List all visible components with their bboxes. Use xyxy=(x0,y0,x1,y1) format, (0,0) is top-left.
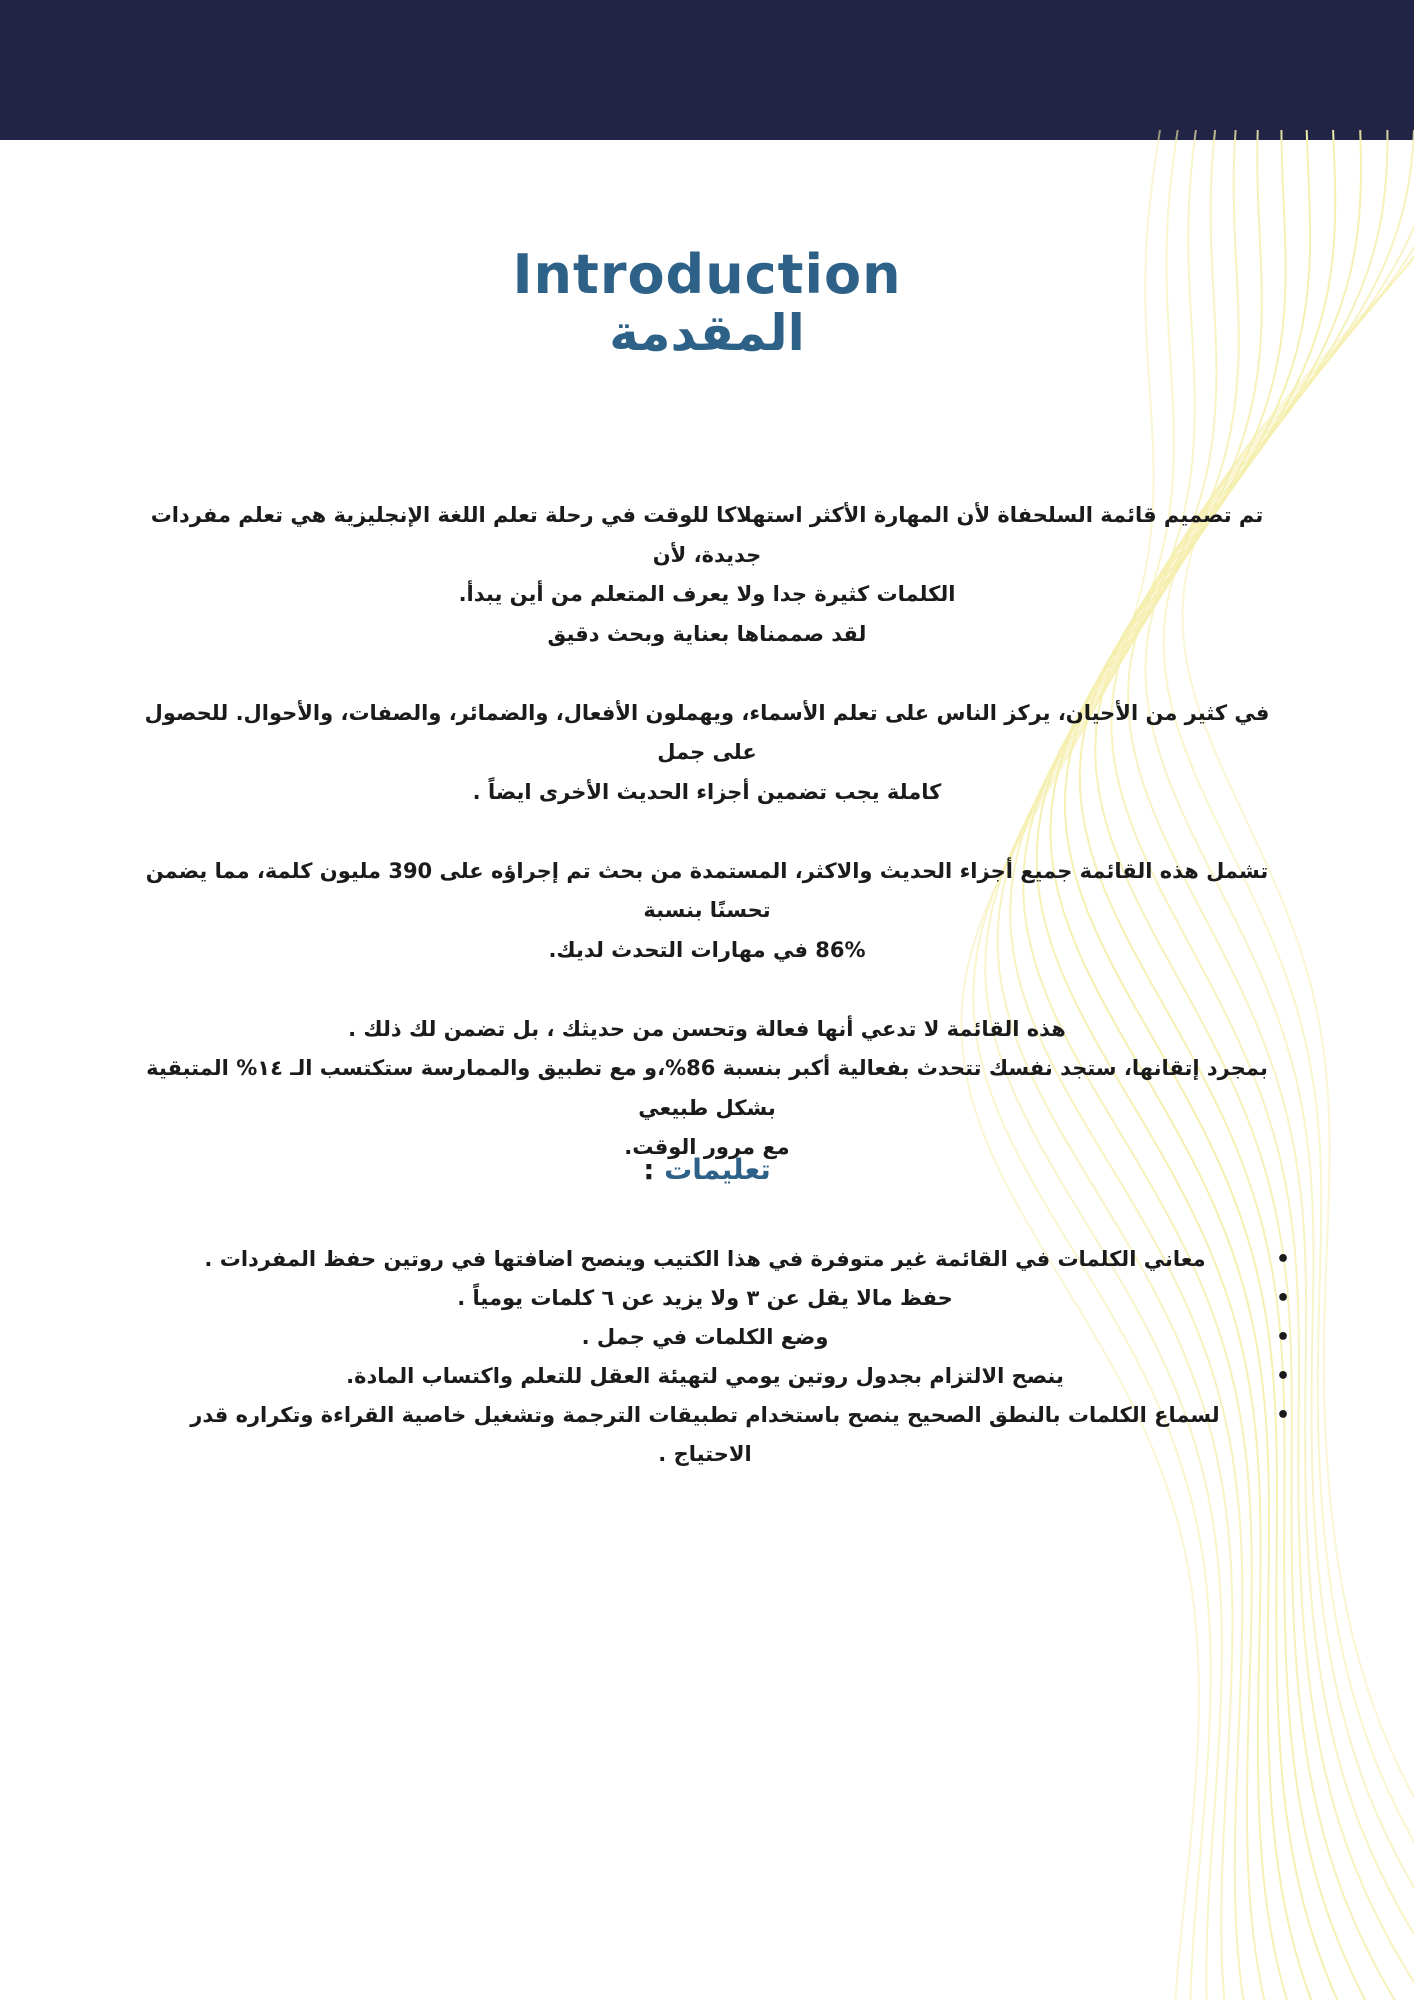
intro-paragraph xyxy=(120,694,1294,813)
header-bar xyxy=(0,0,1414,140)
intro-line: بمجرد إتقانها، ستجد نفسك تتحدث بفعالية أكبر بنسبة 86%،و مع تطبيق والممارسة ستكتسب الـ ١٤% المتبقية بشكل طبيعي xyxy=(146,1056,1268,1120)
intro-line: كاملة يجب تضمين أجزاء الحديث الأخرى ايضاً . xyxy=(472,779,942,804)
intro-line: تم تصميم قائمة السلحفاة لأن المهارة الأكثر استهلاكا للوقت في رحلة تعلم اللغة الإنجليزية هي تعلم مفردات جديدة، لأن xyxy=(150,503,1264,567)
page-title xyxy=(0,243,1414,362)
instruction-item: • معاني الكلمات في القائمة غير متوفرة في هذا الكتيب وينصح اضافتها في روتين حفظ المفردات . xyxy=(180,1240,1290,1279)
instruction-item: • وضع الكلمات في جمل . xyxy=(180,1318,1290,1357)
instruction-item: • لسماع الكلمات بالنطق الصحيح ينصح باستخدام تطبيقات الترجمة وتشغيل خاصية القراءة وتكراره قدر الاحتياج . xyxy=(180,1396,1290,1474)
intro-line: الكلمات كثيرة جدا ولا يعرف المتعلم من أين يبدأ. xyxy=(458,582,956,606)
instruction-item: • حفظ مالا يقل عن ٣ ولا يزيد عن ٦ كلمات يومياً . xyxy=(180,1279,1290,1318)
instructions-heading xyxy=(0,1153,1414,1186)
intro-paragraph xyxy=(120,1010,1294,1168)
intro-paragraph xyxy=(120,496,1294,654)
intro-line: في كثير من الأحيان، يركز الناس على تعلم الأسماء، ويهملون الأفعال، والضمائر، والصفات، والأحوال. للحصول على جمل xyxy=(144,700,1270,764)
intro-line: هذه القائمة لا تدعي أنها فعالة وتحسن من حديثك ، بل تضمن لك ذلك . xyxy=(348,1016,1066,1041)
intro-line: لقد صممناها بعناية وبحث دقيق xyxy=(547,621,867,646)
intro-line: مع مرور الوقت. xyxy=(624,1135,790,1159)
title-arabic: المقدمة xyxy=(609,304,805,362)
instructions-heading-text: تعليمات xyxy=(664,1153,771,1186)
instruction-item: • ينصح الالتزام بجدول روتين يومي لتهيئة العقل للتعلم واكتساب المادة. xyxy=(180,1357,1290,1396)
intro-line: تشمل هذه القائمة جميع أجزاء الحديث والاكثر، المستمدة من بحث تم إجراؤه على 390 مليون كلمة، مما يضمن تحسنًا بنسبة xyxy=(145,858,1269,922)
instructions-list xyxy=(180,1240,1290,1474)
intro-line: 86% في مهارات التحدث لديك. xyxy=(548,937,866,962)
intro-paragraph xyxy=(120,852,1294,971)
title-english: Introduction xyxy=(512,243,902,306)
instructions-heading-colon: : xyxy=(643,1153,655,1186)
introduction-text xyxy=(120,496,1294,1207)
